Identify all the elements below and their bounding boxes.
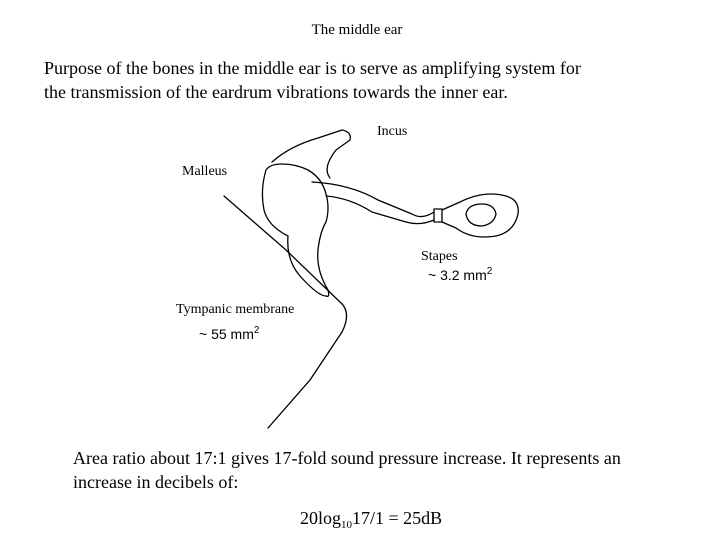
incus-label: Incus bbox=[377, 124, 408, 139]
stapes-area-value: ~ 3.2 mm bbox=[428, 267, 487, 283]
formula-subscript: 10 bbox=[341, 519, 353, 531]
stapes-outline bbox=[442, 194, 518, 237]
malleus-label: Malleus bbox=[182, 164, 228, 179]
tympanic-membrane-label: Tympanic membrane bbox=[176, 302, 295, 317]
stapes-label: Stapes bbox=[421, 249, 458, 264]
formula-prefix: 20log bbox=[300, 508, 342, 528]
intro-line-1: Purpose of the bones in the middle ear is to serve as amplifying system for bbox=[44, 58, 581, 78]
incus-process bbox=[312, 182, 434, 217]
tympanic-area bbox=[199, 325, 259, 342]
stapes-area-exponent: 2 bbox=[486, 266, 493, 277]
stapes-area bbox=[428, 266, 492, 283]
outro-line-1: Area ratio about 17:1 gives 17-fold sound pressure increase. It represents an bbox=[73, 448, 621, 468]
incus-arc bbox=[272, 130, 350, 178]
malleus-outline bbox=[262, 164, 328, 296]
page-title: The middle ear bbox=[311, 22, 403, 38]
intro-line-2: the transmission of the eardrum vibrations towards the inner ear. bbox=[44, 82, 508, 102]
tympanic-area-value: ~ 55 mm bbox=[199, 326, 254, 342]
outro-line-2: increase in decibels of: bbox=[73, 472, 239, 492]
decibel-formula bbox=[300, 508, 442, 531]
conclusion-paragraph bbox=[73, 446, 713, 494]
stapes-joint bbox=[434, 209, 442, 222]
formula-suffix: 17/1 = 25dB bbox=[352, 508, 443, 528]
tympanic-area-exponent: 2 bbox=[253, 325, 260, 336]
stapes-inner bbox=[466, 204, 496, 226]
